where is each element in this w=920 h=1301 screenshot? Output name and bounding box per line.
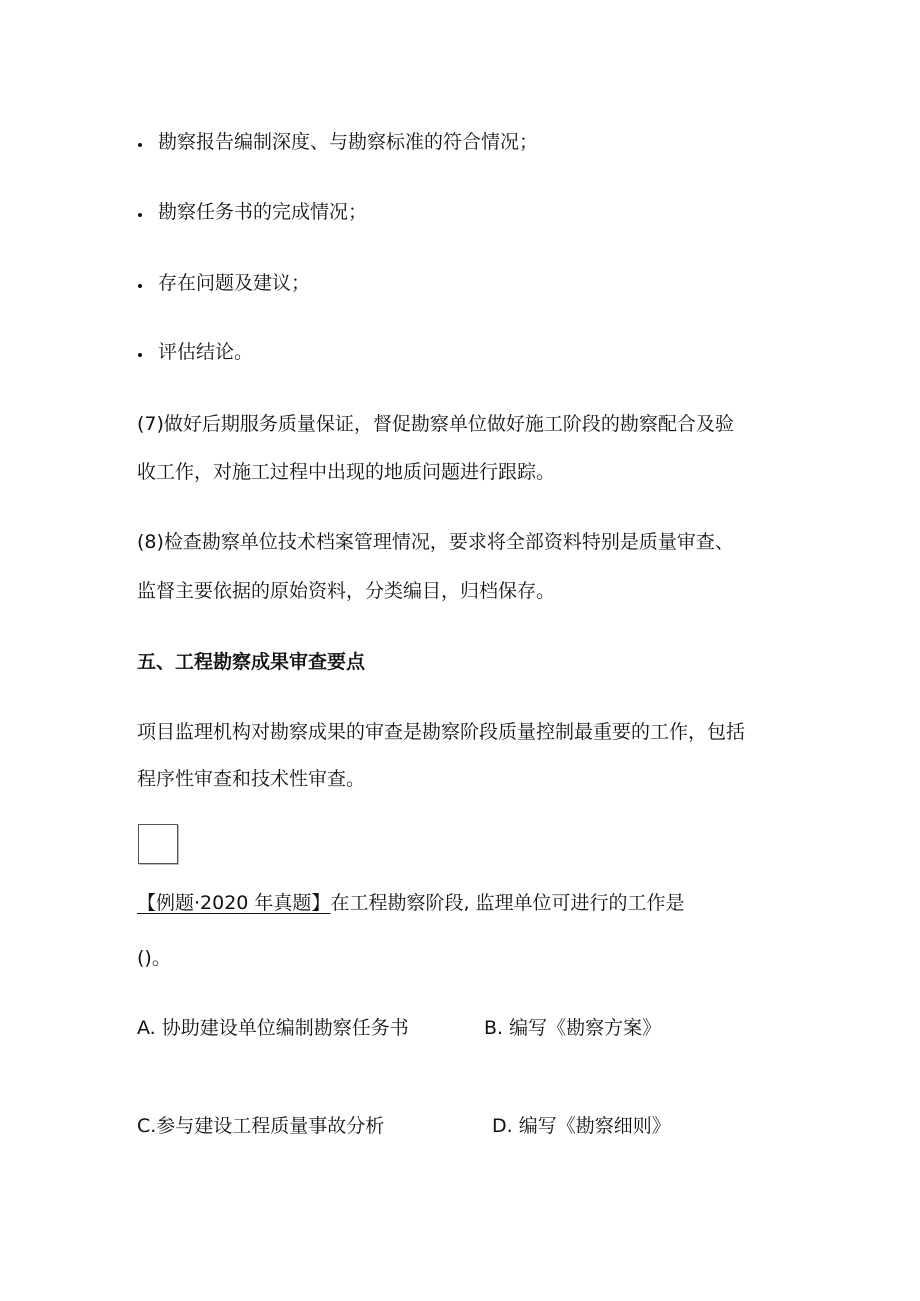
intro-line-2: 程序性审查和技术性审查。	[137, 768, 366, 790]
bullet-dot	[138, 213, 142, 217]
paragraph-8-line-1: (8)检查勘察单位技术档案管理情况，要求将全部资料特别是质量审查、	[137, 531, 734, 553]
bullet-dot	[138, 143, 142, 147]
example-tag: 【例题·2020 年真题】	[137, 892, 331, 914]
image-placeholder	[138, 824, 178, 864]
bullet-item: 存在问题及建议；	[158, 272, 311, 294]
example-blank: ()。	[137, 947, 171, 969]
paragraph-7-line-2: 收工作，对施工过程中出现的地质问题进行跟踪。	[137, 461, 556, 483]
bullet-dot	[138, 353, 142, 357]
bullet-item: 勘察任务书的完成情况；	[158, 201, 368, 223]
paragraph-8-line-2: 监督主要依据的原始资料，分类编目，归档保存。	[137, 580, 556, 602]
option-a: A. 协助建设单位编制勘察任务书	[137, 1017, 409, 1039]
example-question-text: 在工程勘察阶段, 监理单位可进行的工作是	[330, 892, 685, 914]
intro-line-1: 项目监理机构对勘察成果的审查是勘察阶段质量控制最重要的工作，包括	[137, 721, 746, 743]
option-d: D. 编写《勘察细则》	[492, 1115, 671, 1137]
section-heading: 五、工程勘察成果审查要点	[137, 651, 366, 673]
option-b: B. 编写《勘察方案》	[484, 1017, 662, 1039]
bullet-dot	[138, 284, 142, 288]
bullet-item: 评估结论。	[158, 341, 254, 363]
example-question	[137, 891, 685, 915]
bullet-item: 勘察报告编制深度、与勘察标准的符合情况；	[158, 131, 539, 153]
option-c: C.参与建设工程质量事故分析	[137, 1115, 385, 1137]
paragraph-7-line-1: (7)做好后期服务质量保证，督促勘察单位做好施工阶段的勘察配合及验	[137, 413, 734, 435]
